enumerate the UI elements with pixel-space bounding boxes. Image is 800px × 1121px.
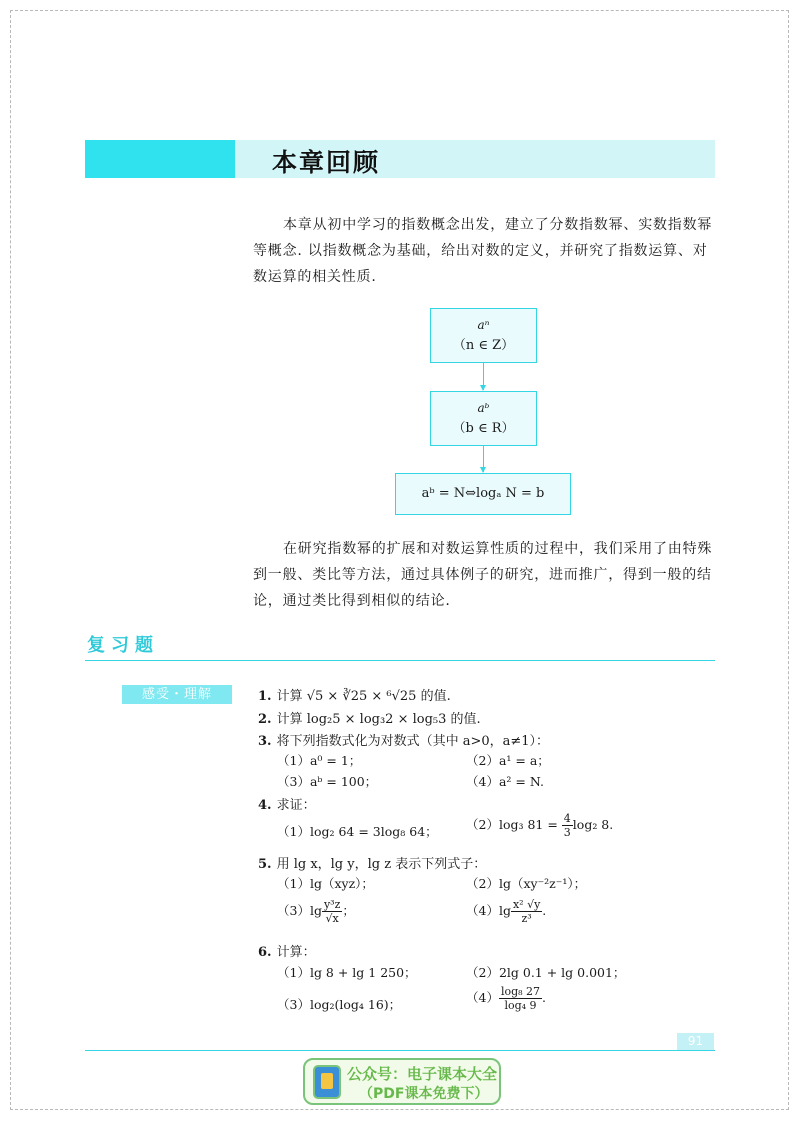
question-6-text: 计算： — [276, 945, 316, 960]
fraction-numerator: x² √y — [512, 898, 541, 911]
question-5-fraction-4 — [511, 898, 542, 925]
question-4-part-2-lead: （2）log₃ 81 = — [466, 817, 562, 832]
fraction-numerator: log₈ 27 — [500, 985, 541, 998]
question-3-part-4: （4）a² = N. — [466, 774, 544, 789]
section-title: 复习题 — [87, 635, 159, 656]
question-5-part-4-lead: （4）lg — [466, 903, 511, 918]
diagram-box2-domain: （b ∈ R） — [452, 421, 515, 436]
question-5-part-1: （1）lg（xyz）； — [277, 876, 374, 891]
question-5-part-4 — [466, 898, 546, 925]
question-1-number: 1. — [258, 689, 272, 704]
diagram-box1-domain: （n ∈ Z） — [452, 338, 515, 353]
watermark-line-2: （PDF课本免费下） — [359, 1086, 489, 1102]
question-6-fraction — [499, 985, 542, 1012]
question-4-fraction — [562, 812, 573, 839]
footer-rule — [85, 1050, 715, 1051]
question-5-part-2: （2）lg（xy⁻²z⁻¹）； — [466, 876, 587, 891]
question-3-part-3: （3）aᵇ = 100； — [277, 774, 378, 789]
question-3-text: 将下列指数式化为对数式（其中 a>0，a≠1）： — [276, 734, 550, 749]
question-5-part-3-lead: （3）lg — [277, 903, 322, 918]
page-number: 91 — [677, 1033, 714, 1050]
question-6-part-4-lead: （4） — [466, 990, 499, 1005]
fraction-numerator: y³z — [323, 898, 341, 911]
question-2-number: 2. — [258, 712, 272, 727]
question-4-part-1: （1）log₂ 64 = 3log₈ 64； — [277, 824, 438, 839]
question-6 — [258, 941, 316, 960]
diagram-box2-expr: aᵇ — [477, 401, 490, 415]
question-5 — [258, 853, 486, 872]
summary-paragraph: 在研究指数幂的扩展和对数运算性质的过程中，我们采用了由特殊到一般、类比等方法，通过具体例子的研究，进而推广，得到一般的结论，通过类比得到相似的结论. — [253, 541, 713, 609]
section-divider — [85, 660, 715, 661]
question-6-part-4-tail: . — [542, 990, 547, 1005]
question-2-text: 计算 log₂5 × log₃2 × log₅3 的值. — [276, 712, 481, 727]
question-6-part-1: （1）lg 8 + lg 1 250； — [277, 965, 417, 980]
question-6-part-3: （3）log₂(log₄ 16)； — [277, 997, 402, 1012]
fraction-denominator: √x — [325, 912, 339, 925]
question-5-part-4-tail: . — [542, 903, 547, 918]
chapter-banner — [85, 140, 715, 178]
diagram-arrow-1 — [483, 363, 484, 390]
question-4-text: 求证： — [276, 798, 316, 813]
question-3-part-1: （1）a⁰ = 1； — [277, 753, 362, 768]
watermark-badge — [303, 1058, 501, 1105]
diagram-box-integer-power — [430, 308, 537, 363]
fraction-denominator: z³ — [521, 912, 532, 925]
banner-accent-block — [85, 140, 235, 178]
question-4-part-2-tail: log₂ 8. — [572, 817, 614, 832]
question-3-part-2: （2）a¹ = a； — [466, 753, 550, 768]
textbook-icon — [313, 1065, 341, 1099]
diagram-box-real-power — [430, 391, 537, 446]
chapter-title: 本章回顾 — [272, 148, 381, 177]
watermark-line-1: 公众号：电子课本大全 — [347, 1065, 498, 1083]
question-1-text: 计算 √5 × ∛25 × ⁶√25 的值. — [276, 689, 451, 704]
fraction-denominator: 3 — [563, 826, 571, 839]
question-5-fraction-3 — [322, 898, 342, 925]
question-3-number: 3. — [258, 734, 272, 749]
fraction-denominator: log₄ 9 — [504, 999, 537, 1012]
question-5-part-3 — [277, 898, 355, 925]
diagram-box-log-definition: aᵇ = N⇔logₐ N = b — [395, 473, 571, 515]
question-4-number: 4. — [258, 798, 272, 813]
question-3 — [258, 730, 549, 749]
diagram-box1-expr: aⁿ — [477, 318, 490, 332]
question-1 — [258, 685, 451, 704]
question-4 — [258, 794, 316, 813]
question-5-part-3-tail: ； — [342, 903, 355, 918]
category-tag: 感受・理解 — [122, 685, 232, 704]
question-4-part-2 — [466, 812, 613, 839]
intro-paragraph: 本章从初中学习的指数概念出发，建立了分数指数幂、实数指数幂等概念. 以指数概念为基础，给出对数的定义，并研究了指数运算、对数运算的相关性质. — [253, 217, 713, 285]
question-2 — [258, 708, 481, 727]
question-6-part-2: （2）2lg 0.1 + lg 0.001； — [466, 965, 626, 980]
question-6-number: 6. — [258, 945, 272, 960]
question-5-text: 用 lg x，lg y，lg z 表示下列式子： — [276, 857, 487, 872]
question-6-part-4 — [466, 985, 546, 1012]
question-5-number: 5. — [258, 857, 272, 872]
diagram-arrow-2 — [483, 446, 484, 472]
fraction-numerator: 4 — [563, 812, 571, 825]
